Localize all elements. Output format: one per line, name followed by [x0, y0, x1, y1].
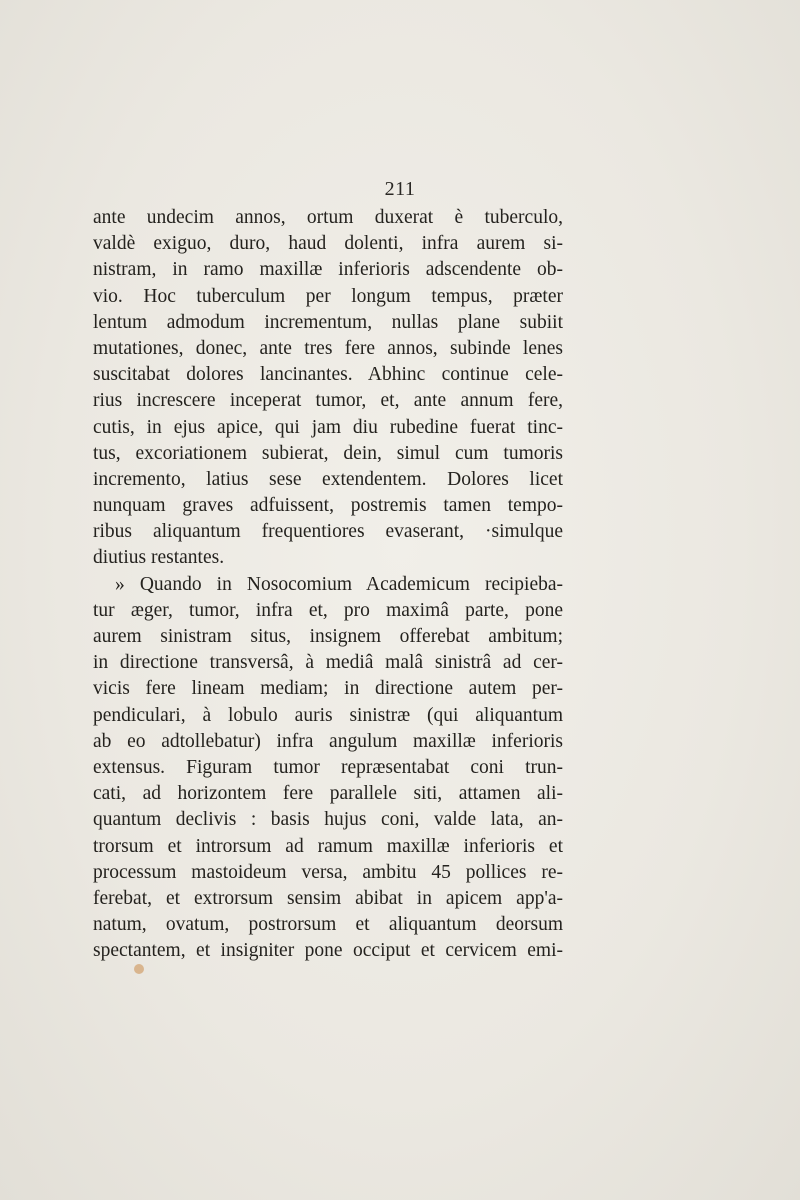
- text-line: tus, excoriationem subierat, dein, simul cum tumoris: [93, 442, 563, 464]
- text-line: suscitabat dolores lancinantes. Abhinc continue cele-: [93, 364, 563, 386]
- text-line: ante undecim annos, ortum duxerat è tuberculo,: [93, 207, 563, 228]
- page-number: 211: [384, 178, 416, 200]
- text-line: extensus. Figuram tumor repræsentabat coni trun-: [93, 756, 563, 778]
- text-line: aurem sinistram situs, insignem offerebat ambitum;: [93, 626, 563, 647]
- text-line: ferebat, et extrorsum sensim abibat in apicem app'a-: [93, 887, 563, 909]
- paper-stain: [134, 964, 144, 974]
- text-line: processum mastoideum versa, ambitu 45 pollices re-: [93, 861, 563, 883]
- paragraph-1: [93, 205, 563, 572]
- text-line: nistram, in ramo maxillæ inferioris adscendente ob-: [93, 259, 563, 281]
- text-line: quantum declivis : basis hujus coni, valde lata, an-: [93, 809, 563, 831]
- text-line: valdè exiguo, duro, haud dolenti, infra aurem si-: [93, 233, 563, 255]
- text-line: natum, ovatum, postrorsum et aliquantum deorsum: [93, 914, 563, 936]
- text-line: nunquam graves adfuissent, postremis tamen tempo-: [93, 495, 563, 517]
- text-line: cati, ad horizontem fere parallele siti, attamen ali-: [93, 783, 563, 805]
- text-line: incremento, latius sese extendentem. Dolores licet: [93, 468, 563, 490]
- paragraph-2: [93, 572, 563, 965]
- text-line: rius increscere inceperat tumor, et, ante annum fere,: [93, 390, 563, 412]
- body-text: [93, 205, 563, 964]
- text-line: vicis fere lineam mediam; in directione autem per-: [93, 678, 563, 700]
- text-line: trorsum et introrsum ad ramum maxillæ inferioris et: [93, 835, 563, 857]
- text-line: in directione transversâ, à mediâ malâ sinistrâ ad cer-: [93, 652, 563, 674]
- text-line: mutationes, donec, ante tres fere annos, subinde lenes: [93, 337, 563, 359]
- text-line: tur æger, tumor, infra et, pro maximâ parte, pone: [93, 599, 563, 621]
- text-line: » Quando in Nosocomium Academicum recipieba-: [115, 573, 563, 595]
- text-line: vio. Hoc tuberculum per longum tempus, præter: [93, 285, 563, 307]
- text-line: ribus aliquantum frequentiores evaserant, ·simulque: [93, 521, 563, 543]
- text-line: spectantem, et insigniter pone occiput et cervicem emi-: [93, 940, 563, 962]
- text-line: lentum admodum incrementum, nullas plane subiit: [93, 311, 563, 333]
- text-line: cutis, in ejus apice, qui jam diu rubedine fuerat tinc-: [93, 416, 563, 438]
- text-line: pendiculari, à lobulo auris sinistræ (qui aliquantum: [93, 704, 563, 726]
- text-line: ab eo adtollebatur) infra angulum maxillæ inferioris: [93, 730, 563, 752]
- text-line: diutius restantes.: [93, 547, 225, 569]
